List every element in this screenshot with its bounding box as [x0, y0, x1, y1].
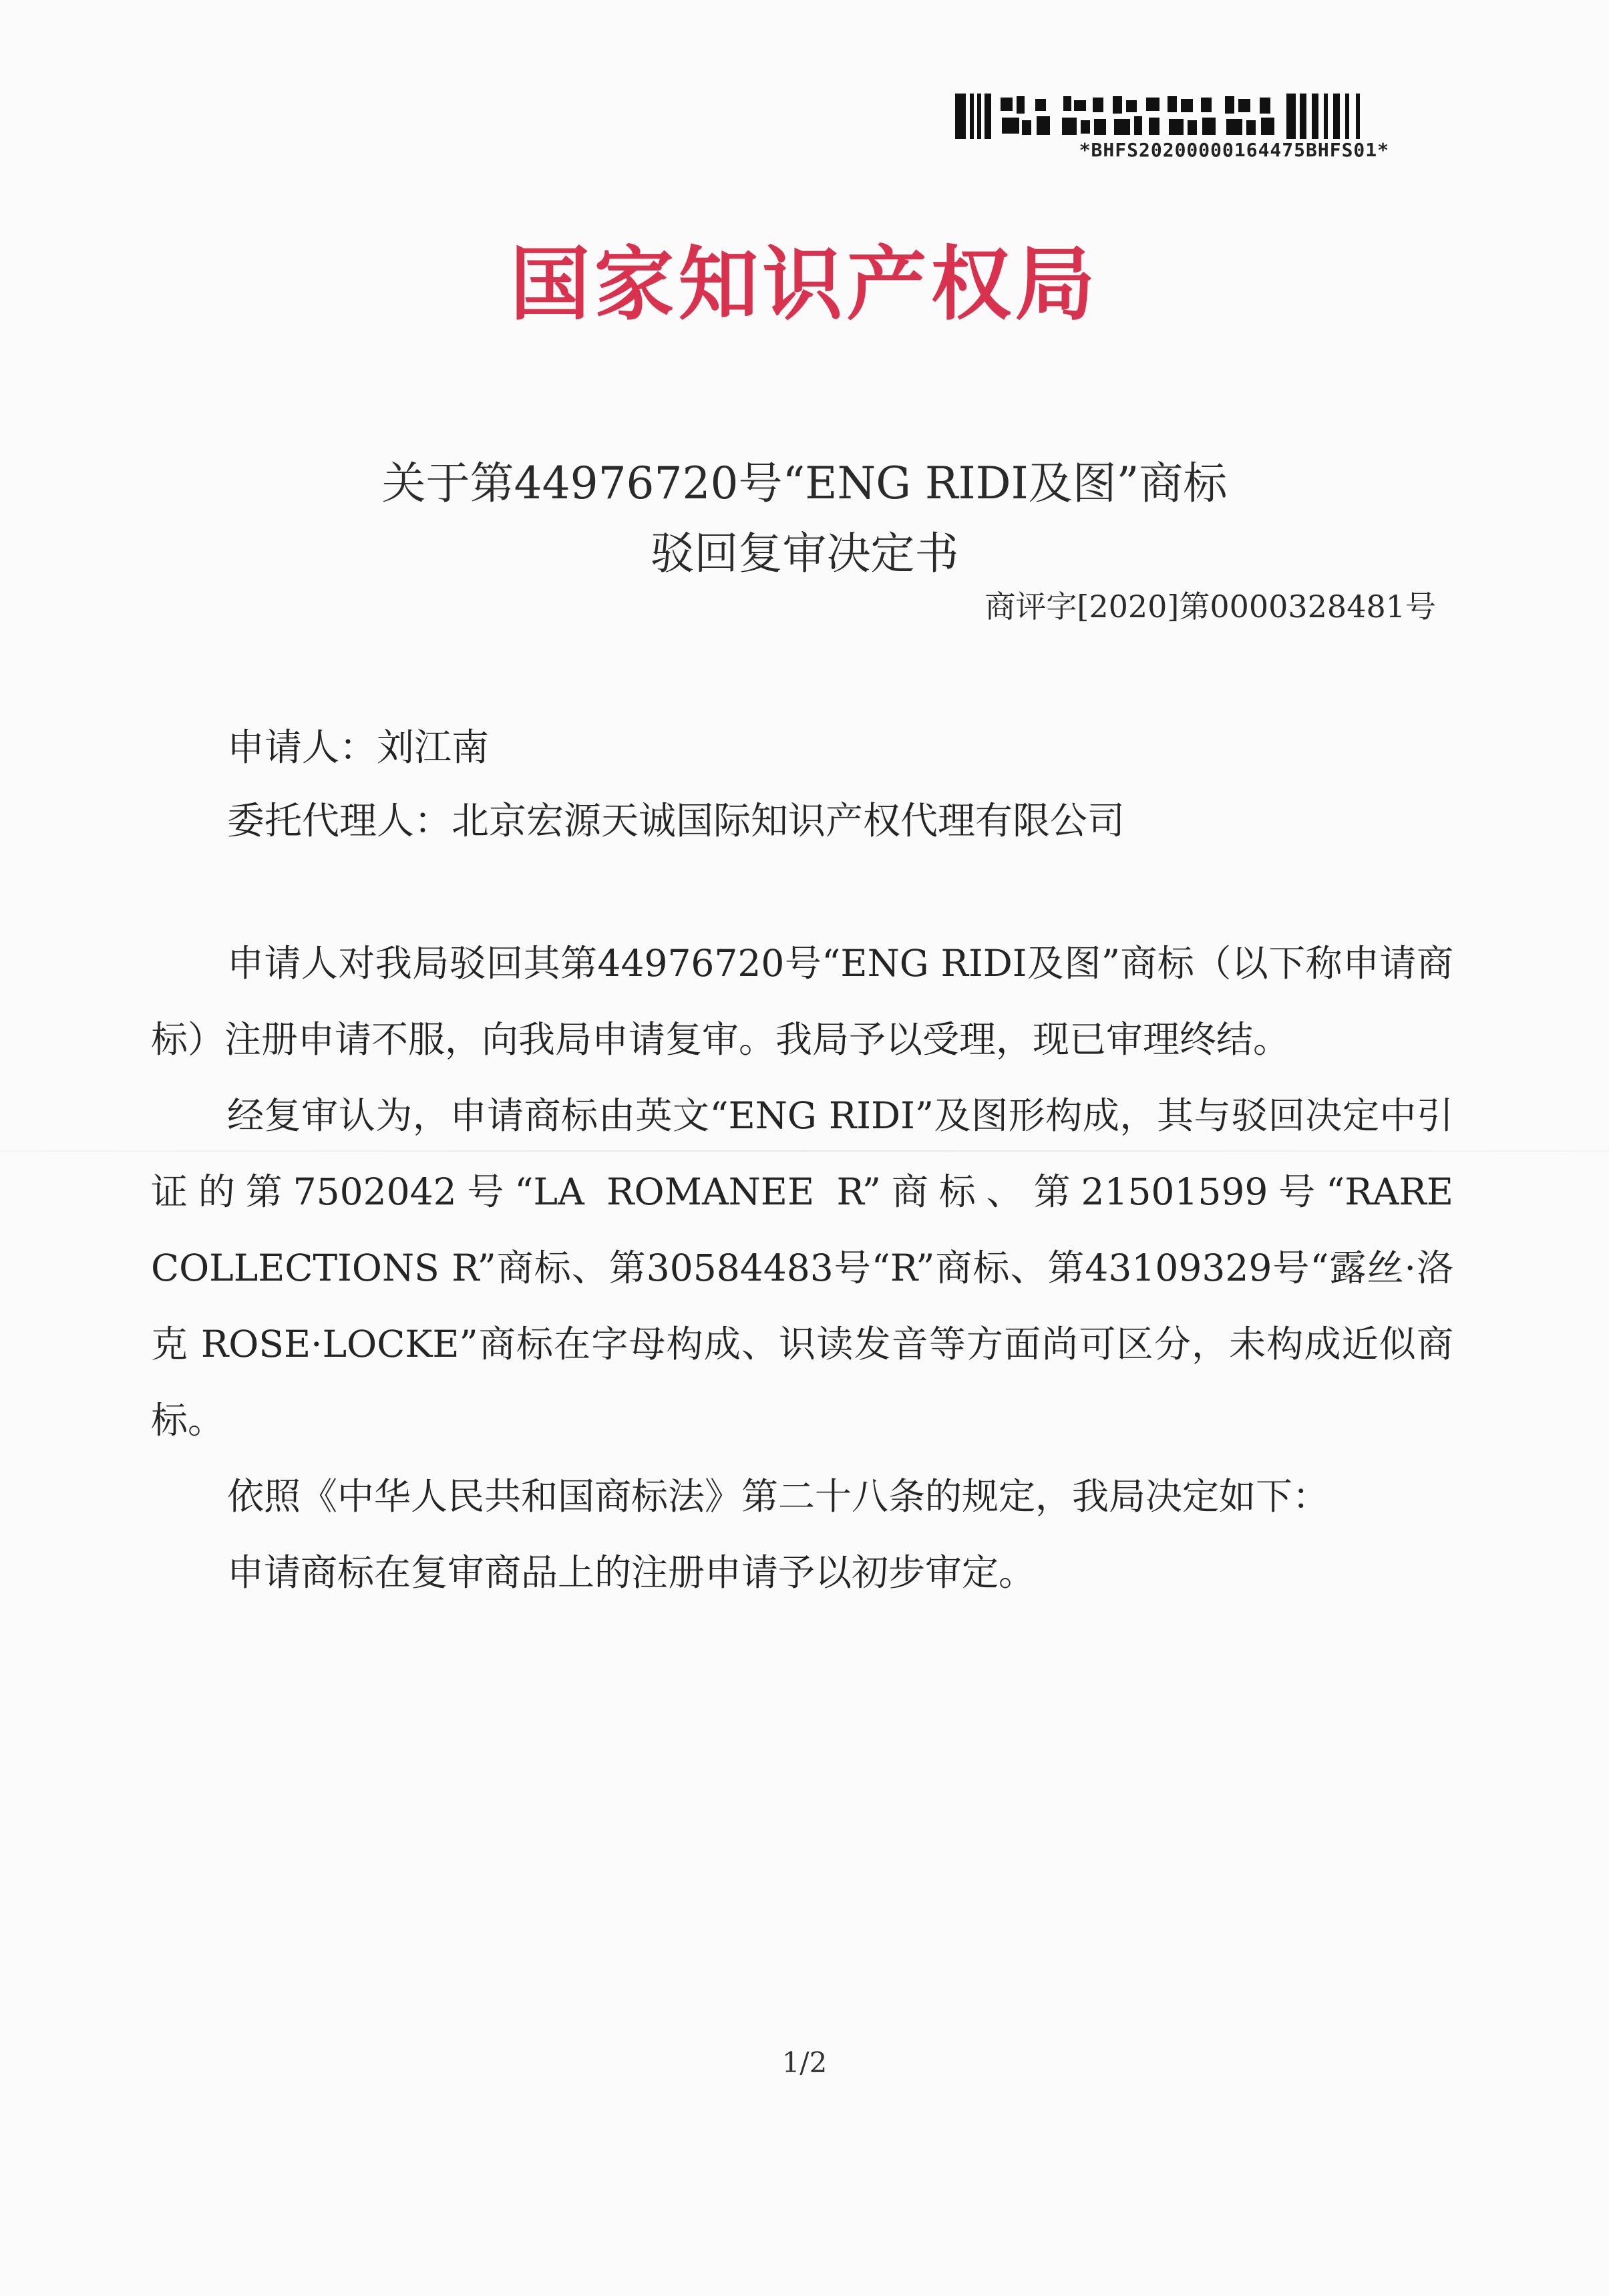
document-number: 商评字[2020]第0000328481号: [985, 589, 1436, 625]
barcode: [955, 94, 1369, 139]
agent-field: 委托代理人：北京宏源天诚国际知识产权代理有限公司: [227, 800, 1125, 843]
document-title-line2: 驳回复审决定书: [650, 528, 959, 579]
issuing-office-header: 国家知识产权局: [510, 238, 1099, 331]
page-number: 1/2: [781, 2046, 828, 2079]
body-paragraph: 依照《中华人民共和国商标法》第二十八条的规定，我局决定如下：: [227, 1475, 1330, 1518]
applicant-field: 申请人：刘江南: [227, 726, 489, 770]
body-paragraph: 经复审认为，申请商标由英文“ENG RIDI”及图形构成，其与驳回决定中引证的第7502042号“LA ROMANEE R”商标、第21501599号“RARE COLLECTIONS R”商标、第30584483号“R”商标、第43109329号“露丝·洛克 ROSE·LOCKE”商标在字母构成、识读发音等方面尚可区分，未构成近似商标。: [151, 1094, 1453, 1442]
body-paragraph: 申请商标在复审商品上的注册申请予以初步审定。: [227, 1551, 1036, 1594]
document-title-line1: 关于第44976720号“ENG RIDI及图”商标: [381, 458, 1228, 509]
body-paragraph: 申请人对我局驳回其第44976720号“ENG RIDI及图”商标（以下称申请商标）注册申请不服，向我局申请复审。我局予以受理，现已审理终结。: [151, 942, 1453, 1061]
barcode-number: *BHFS20200000164475BHFS01*: [1079, 139, 1389, 161]
